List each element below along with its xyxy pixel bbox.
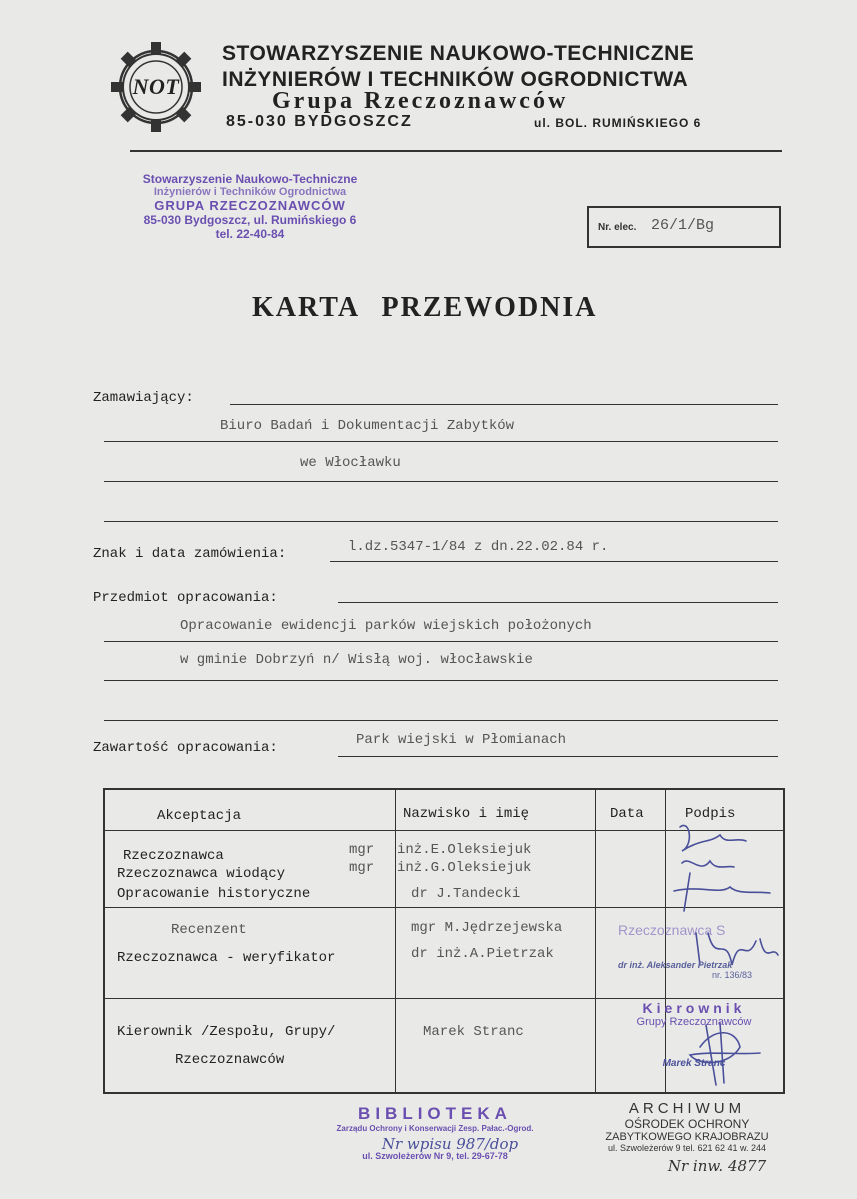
not-logo xyxy=(105,36,207,138)
org-city: 85-030 BYDGOSZCZ xyxy=(226,113,413,130)
biblioteka-stamp xyxy=(300,1104,570,1161)
biblioteka-stamp-line2: Zarządu Ochrony i Konserwacji Zesp. Pałac.-Ogrod. xyxy=(336,1124,534,1133)
reference-box xyxy=(587,206,781,248)
zamawiajacy-label: Zamawiający: xyxy=(93,390,194,406)
przedmiot-line-4 xyxy=(104,720,778,721)
page-title: KARTA PRZEWODNIA xyxy=(252,292,598,323)
zamawiajacy-line-1 xyxy=(230,404,778,405)
zamawiajacy-line-3 xyxy=(104,481,778,482)
kierownik-stamp-line2: Grupy Rzeczoznawców xyxy=(636,1016,752,1028)
zamawiajacy-value-2: we Włocławku xyxy=(300,455,401,471)
table-row2-name-2: dr inż.A.Pietrzak xyxy=(411,946,554,962)
table-row1-role-1: Rzeczoznawca xyxy=(123,848,224,864)
table-row1-title-2: mgr xyxy=(349,860,375,876)
rzeczoznawca-stamp xyxy=(618,922,818,980)
table-row3-name-1: Marek Stranc xyxy=(423,1024,524,1040)
table-header-data: Data xyxy=(610,806,644,822)
table-row2-name-1: mgr M.Jędrzejewska xyxy=(411,920,563,936)
header-divider xyxy=(130,150,782,152)
biblioteka-stamp-handwritten: Nr wpisu 987/dop xyxy=(381,1135,519,1153)
biblioteka-stamp-line1: BIBLIOTEKA xyxy=(358,1104,512,1123)
rzeczoznawca-stamp-line3: nr. 136/83 xyxy=(712,970,753,980)
archiwum-stamp-line1: ARCHIWUM xyxy=(628,1100,746,1117)
znak-value: l.dz.5347-1/84 z dn.22.02.84 r. xyxy=(348,539,609,555)
org-name-line3: Grupa Rzeczoznawców xyxy=(272,88,569,114)
logo-text: NOT xyxy=(132,74,180,99)
przedmiot-line-3 xyxy=(104,680,778,681)
table-row1-name-3: dr J.Tandecki xyxy=(411,886,521,902)
org-stamp xyxy=(130,172,370,241)
org-name-line1: STOWARZYSZENIE NAUKOWO-TECHNICZNE xyxy=(222,42,695,65)
kierownik-stamp-line3: Marek Stranc xyxy=(662,1058,726,1069)
archiwum-stamp xyxy=(582,1100,792,1175)
przedmiot-value-1: Opracowanie ewidencji parków wiejskich położonych xyxy=(180,618,592,634)
org-stamp-line5: tel. 22-40-84 xyxy=(215,227,285,241)
archiwum-stamp-handwritten: Nr inw. 4877 xyxy=(667,1157,767,1175)
org-stamp-line3: GRUPA RZECZOZNAWCÓW xyxy=(154,198,346,213)
znak-line xyxy=(330,561,778,562)
biblioteka-stamp-line3: ul. Szwoleżerów Nr 9, tel. 29-67-78 xyxy=(362,1151,508,1161)
przedmiot-line-1 xyxy=(338,602,778,603)
przedmiot-value-2: w gminie Dobrzyń n/ Wisłą woj. włocławskie xyxy=(180,652,533,668)
table-header-podpis: Podpis xyxy=(685,806,736,822)
archiwum-stamp-line2: OŚRODEK OCHRONY xyxy=(624,1117,750,1131)
reference-label: Nr. elec. xyxy=(598,222,637,233)
org-stamp-line2: Inżynierów i Techników Ogrodnictwa xyxy=(153,186,347,198)
org-name-line2: INŻYNIERÓW I TECHNIKÓW OGRODNICTWA xyxy=(222,68,689,91)
org-street: ul. BOL. RUMIŃSKIEGO 6 xyxy=(534,116,702,130)
archiwum-stamp-line4: ul. Szwoleżerów 9 tel. 621 62 41 w. 244 xyxy=(607,1143,767,1153)
kierownik-stamp xyxy=(604,1000,784,1069)
table-header-akceptacja: Akceptacja xyxy=(157,808,242,824)
zamawiajacy-line-2 xyxy=(104,441,778,442)
table-row2-role-2: Rzeczoznawca - weryfikator xyxy=(117,950,336,966)
table-header-nazwisko: Nazwisko i imię xyxy=(403,806,530,822)
table-row3-role-1: Kierownik /Zespołu, Grupy/ xyxy=(117,1024,336,1040)
rzeczoznawca-stamp-line2: dr inż. Aleksander Pietrzak xyxy=(618,960,733,970)
table-row1-title-1: mgr xyxy=(349,842,375,858)
org-stamp-line1: Stowarzyszenie Naukowo-Techniczne xyxy=(142,172,358,186)
znak-label: Znak i data zamówienia: xyxy=(93,546,287,562)
przedmiot-label: Przedmiot opracowania: xyxy=(93,590,278,606)
table-row3-role-2: Rzeczoznawców xyxy=(175,1052,285,1068)
table-row1-role-2: Rzeczoznawca wiodący xyxy=(117,866,286,882)
table-row1-role-3: Opracowanie historyczne xyxy=(117,886,311,902)
zawartosc-line xyxy=(338,756,778,757)
reference-value: 26/1/Bg xyxy=(651,217,715,234)
table-row2-role-1: Recenzent xyxy=(171,922,247,938)
archiwum-stamp-line3: ZABYTKOWEGO KRAJOBRAZU xyxy=(605,1131,769,1143)
zawartosc-label: Zawartość opracowania: xyxy=(93,740,278,756)
org-stamp-line4: 85-030 Bydgoszcz, ul. Rumińskiego 6 xyxy=(143,213,357,227)
przedmiot-line-2 xyxy=(104,641,778,642)
zamawiajacy-value-1: Biuro Badań i Dokumentacji Zabytków xyxy=(220,418,515,434)
rzeczoznawca-stamp-line1: Rzeczoznawca S xyxy=(618,922,726,938)
table-row1-name-2: inż.G.Oleksiejuk xyxy=(397,860,532,876)
kierownik-stamp-line1: Kierownik xyxy=(642,1000,746,1016)
zamawiajacy-line-4 xyxy=(104,521,778,522)
table-row1-name-1: inż.E.Oleksiejuk xyxy=(397,842,532,858)
zawartosc-value: Park wiejski w Płomianach xyxy=(356,732,567,748)
